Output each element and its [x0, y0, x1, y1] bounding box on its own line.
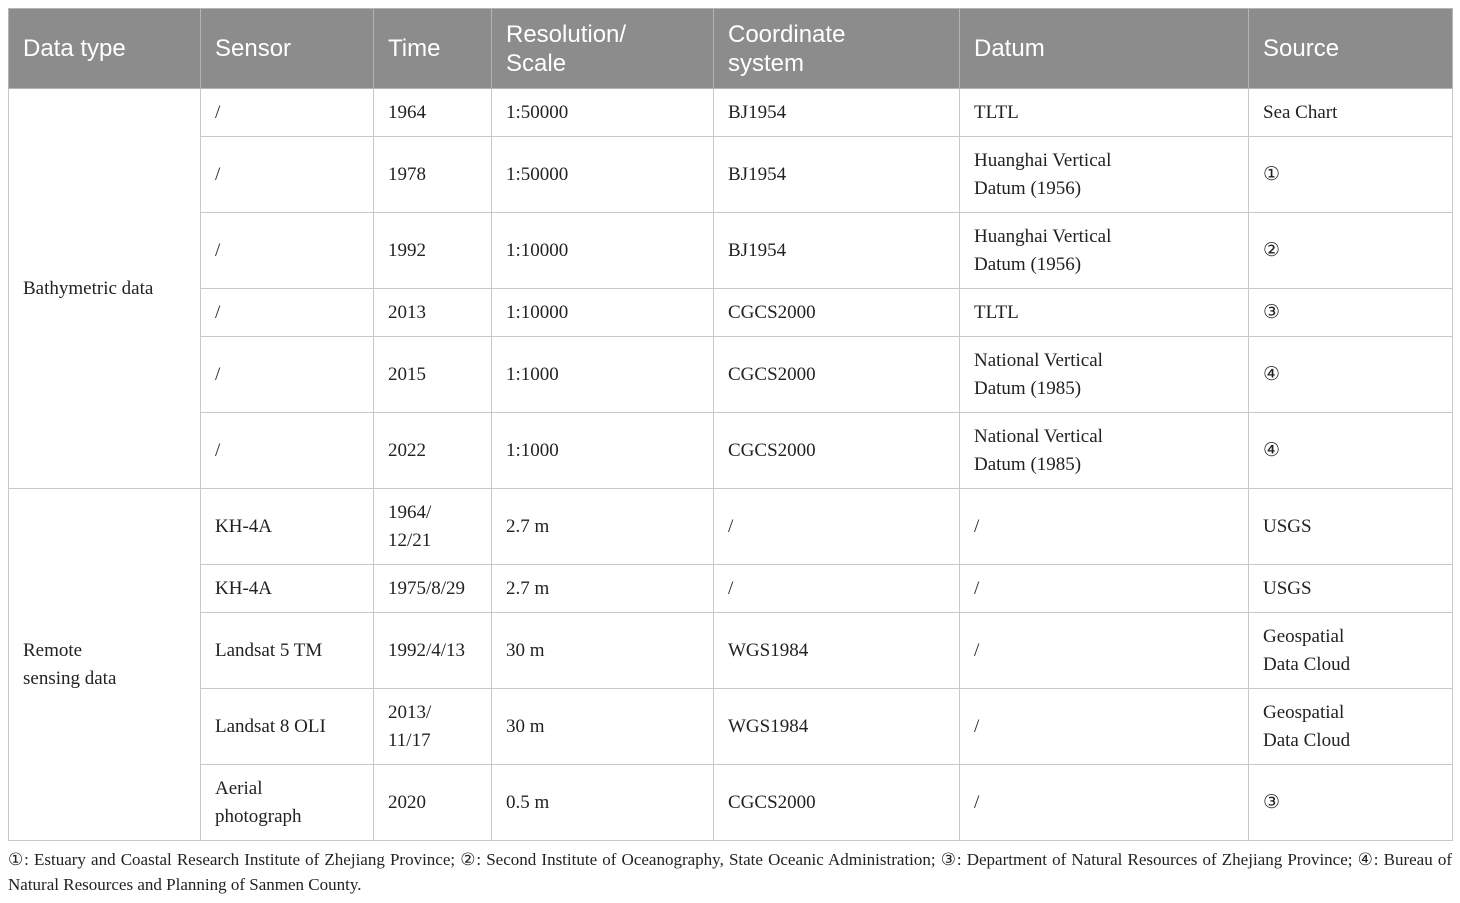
resolution-cell: 1:1000 — [492, 337, 714, 413]
resolution-cell: 1:1000 — [492, 413, 714, 489]
header-coordinate-system — [714, 9, 960, 89]
sensor-cell: KH-4A — [201, 489, 374, 565]
source-cell — [1249, 613, 1453, 689]
source-text: Geospatial Data Cloud — [1263, 625, 1351, 675]
time-cell: 1978 — [374, 137, 492, 213]
time-cell: 2020 — [374, 765, 492, 841]
header-row — [9, 9, 1453, 89]
table-row — [9, 765, 1453, 841]
coordinate-cell: CGCS2000 — [714, 413, 960, 489]
coordinate-cell: BJ1954 — [714, 213, 960, 289]
time-cell: 2015 — [374, 337, 492, 413]
data-type-cell — [9, 489, 201, 841]
source-cell: Sea Chart — [1249, 89, 1453, 137]
data-sources-table — [8, 8, 1453, 841]
datum-text: Huanghai Vertical Datum (1956) — [974, 149, 1112, 199]
datum-cell: / — [960, 689, 1249, 765]
header-datum: Datum — [960, 9, 1249, 89]
datum-cell — [960, 137, 1249, 213]
time-cell: 1992 — [374, 213, 492, 289]
resolution-cell: 0.5 m — [492, 765, 714, 841]
coordinate-cell: BJ1954 — [714, 137, 960, 213]
data-type-cell: Bathymetric data — [9, 89, 201, 489]
header-coordinate-label: Coordinate system — [728, 20, 846, 77]
table-row — [9, 565, 1453, 613]
sensor-cell: / — [201, 289, 374, 337]
sensor-cell: Landsat 5 TM — [201, 613, 374, 689]
resolution-cell: 2.7 m — [492, 565, 714, 613]
coordinate-cell: CGCS2000 — [714, 289, 960, 337]
header-data-type: Data type — [9, 9, 201, 89]
datum-cell: TLTL — [960, 289, 1249, 337]
header-sensor: Sensor — [201, 9, 374, 89]
source-cell — [1249, 689, 1453, 765]
time-text: 1964/12/21 — [388, 501, 432, 551]
sensor-cell: / — [201, 89, 374, 137]
resolution-cell: 1:50000 — [492, 137, 714, 213]
header-source: Source — [1249, 9, 1453, 89]
resolution-cell: 30 m — [492, 613, 714, 689]
source-text: Geospatial Data Cloud — [1263, 701, 1351, 751]
coordinate-cell: CGCS2000 — [714, 337, 960, 413]
resolution-cell: 1:50000 — [492, 89, 714, 137]
sensor-cell — [201, 765, 374, 841]
coordinate-cell: WGS1984 — [714, 613, 960, 689]
table-row — [9, 337, 1453, 413]
datum-text: National Vertical Datum (1985) — [974, 349, 1103, 399]
header-resolution — [492, 9, 714, 89]
table-row — [9, 489, 1453, 565]
datum-text: National Vertical Datum (1985) — [974, 425, 1103, 475]
table-footnote: ①: Estuary and Coastal Research Institute of Zhejiang Province; ②: Second Institute of Oceanography, State Oceanic Administration; ③: Department of Natural Resources of Zhejiang Province; ④: Bureau of Natural Resources and Planning of Sanmen County. — [8, 850, 1452, 894]
coordinate-cell: / — [714, 489, 960, 565]
source-cell: ④ — [1249, 413, 1453, 489]
datum-cell: / — [960, 765, 1249, 841]
coordinate-cell: CGCS2000 — [714, 765, 960, 841]
time-text: 2013/11/17 — [388, 701, 432, 751]
datum-cell: / — [960, 613, 1249, 689]
table-row — [9, 289, 1453, 337]
datum-text: Huanghai Vertical Datum (1956) — [974, 225, 1112, 275]
coordinate-cell: / — [714, 565, 960, 613]
sensor-cell: / — [201, 137, 374, 213]
source-cell: USGS — [1249, 565, 1453, 613]
header-resolution-label: Resolution/ Scale — [506, 20, 627, 77]
resolution-cell: 1:10000 — [492, 213, 714, 289]
time-cell — [374, 489, 492, 565]
source-cell: ③ — [1249, 765, 1453, 841]
table-row — [9, 137, 1453, 213]
data-type-text: Remote sensing data — [23, 639, 117, 689]
datum-cell — [960, 413, 1249, 489]
sensor-cell: Landsat 8 OLI — [201, 689, 374, 765]
resolution-cell: 30 m — [492, 689, 714, 765]
sensor-text: Aerial photograph — [215, 777, 302, 827]
source-cell: ③ — [1249, 289, 1453, 337]
sensor-cell: KH-4A — [201, 565, 374, 613]
datum-cell: / — [960, 565, 1249, 613]
table-row — [9, 413, 1453, 489]
table-row — [9, 689, 1453, 765]
coordinate-cell: BJ1954 — [714, 89, 960, 137]
time-cell: 1992/4/13 — [374, 613, 492, 689]
time-cell: 1975/8/29 — [374, 565, 492, 613]
table-row — [9, 213, 1453, 289]
time-cell: 2013 — [374, 289, 492, 337]
time-cell: 1964 — [374, 89, 492, 137]
header-time: Time — [374, 9, 492, 89]
datum-cell: TLTL — [960, 89, 1249, 137]
coordinate-cell: WGS1984 — [714, 689, 960, 765]
resolution-cell: 1:10000 — [492, 289, 714, 337]
datum-cell — [960, 213, 1249, 289]
resolution-cell: 2.7 m — [492, 489, 714, 565]
source-cell: ② — [1249, 213, 1453, 289]
sensor-cell: / — [201, 413, 374, 489]
table-row — [9, 613, 1453, 689]
source-cell: ④ — [1249, 337, 1453, 413]
sensor-cell: / — [201, 213, 374, 289]
source-cell: ① — [1249, 137, 1453, 213]
datum-cell: / — [960, 489, 1249, 565]
time-cell: 2022 — [374, 413, 492, 489]
sensor-cell: / — [201, 337, 374, 413]
datum-cell — [960, 337, 1249, 413]
time-cell — [374, 689, 492, 765]
source-cell: USGS — [1249, 489, 1453, 565]
table-row — [9, 89, 1453, 137]
